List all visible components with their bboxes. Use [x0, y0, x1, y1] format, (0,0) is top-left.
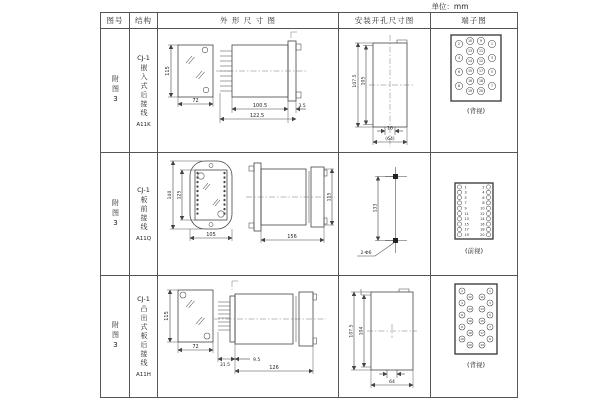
terminal-circles	[455, 37, 495, 94]
mount-label: 嵌入式后接线	[140, 63, 148, 118]
dim-label: 115	[164, 311, 170, 321]
dim-label: 31.5	[219, 363, 231, 368]
svg-text:8: 8	[457, 84, 461, 89]
svg-text:2: 2	[457, 42, 461, 47]
screw-hole-icon	[218, 211, 224, 217]
screw-hole-icon	[203, 87, 209, 93]
table-row-a11k	[101, 29, 518, 153]
screw-hole-icon	[204, 333, 210, 339]
dim-label: 2-Φ6	[360, 251, 372, 256]
model-label: CJ-1	[137, 295, 150, 303]
svg-text:20: 20	[468, 343, 472, 348]
dim-label: 126	[269, 365, 279, 371]
svg-text:18: 18	[468, 331, 472, 336]
view-caption: (前视)	[464, 247, 484, 255]
dim-label: 133	[373, 203, 379, 213]
dim-label: 3.5	[298, 104, 306, 109]
structure-cell	[130, 153, 158, 276]
svg-text:20: 20	[478, 89, 484, 94]
dim-label: 105	[206, 232, 216, 238]
svg-text:4: 4	[461, 301, 463, 306]
svg-text:13: 13	[467, 49, 473, 54]
svg-text:6: 6	[461, 313, 463, 318]
unit-label: 单位：mm	[431, 2, 469, 11]
dim-label: 107.5	[349, 324, 355, 338]
svg-text:11: 11	[464, 211, 469, 216]
dim-label: 9.5	[253, 358, 261, 363]
dim-label: 64	[389, 380, 395, 385]
svg-text:5: 5	[490, 70, 494, 75]
outline-drawing-a11q	[158, 153, 338, 275]
svg-text:11: 11	[478, 49, 484, 54]
structure-cell	[130, 276, 158, 398]
fig-no: 附图3	[111, 321, 120, 352]
dim-label: 72	[192, 344, 199, 350]
mount-hole-icon	[393, 174, 398, 179]
svg-text:5: 5	[489, 313, 491, 318]
svg-text:16: 16	[467, 79, 473, 84]
header-fig-no: 图号	[101, 13, 130, 29]
svg-text:18: 18	[480, 227, 485, 232]
svg-text:16: 16	[480, 222, 485, 227]
svg-text:14: 14	[468, 307, 472, 312]
svg-text:10: 10	[467, 39, 473, 44]
screw-hole-icon	[202, 47, 208, 53]
svg-text:15: 15	[480, 319, 484, 324]
header-terminal: 端子图	[431, 13, 518, 29]
terminal-drawing-a11k	[431, 29, 517, 152]
screw-hole-icon	[198, 173, 204, 179]
svg-text:4: 4	[482, 190, 485, 195]
fig-no-cell	[101, 29, 130, 153]
svg-text:9: 9	[489, 337, 491, 342]
svg-text:17: 17	[480, 331, 484, 336]
dim-label: 115	[165, 66, 171, 76]
dim-label: (64)	[385, 137, 395, 142]
svg-text:10: 10	[480, 206, 485, 211]
svg-text:8: 8	[461, 325, 463, 330]
svg-text:16: 16	[468, 319, 472, 324]
outline-cell	[158, 276, 339, 398]
install-drawing-a11k	[339, 29, 430, 152]
svg-text:11: 11	[480, 295, 484, 300]
svg-text:18: 18	[478, 79, 484, 84]
terminal-drawing-a11h	[431, 276, 517, 397]
svg-text:3: 3	[489, 301, 491, 306]
outline-drawing-a11k	[158, 29, 338, 152]
install-drawing-a11q	[339, 153, 430, 275]
dim-label: 107.5	[353, 74, 358, 88]
fig-no-cell	[101, 153, 130, 276]
svg-text:15: 15	[464, 222, 469, 227]
fig-no: 附图3	[111, 75, 120, 106]
structure-cell	[130, 29, 158, 153]
mount-hole-icon	[393, 238, 398, 243]
code-label: A11K	[136, 121, 151, 128]
terminal-circles	[459, 288, 493, 348]
svg-text:20: 20	[480, 233, 485, 237]
svg-text:3: 3	[490, 56, 494, 61]
header-install: 安装开孔尺寸图	[339, 13, 431, 29]
install-drawing-a11h	[339, 276, 430, 397]
terminal-cell	[431, 276, 518, 398]
view-caption: (背视)	[466, 107, 486, 115]
fig-no: 附图3	[111, 198, 120, 230]
svg-text:12: 12	[480, 211, 485, 216]
svg-text:9: 9	[464, 206, 467, 211]
install-cell	[339, 29, 431, 153]
dim-label: 156	[287, 234, 297, 240]
svg-text:8: 8	[482, 201, 485, 206]
dim-label: 140	[168, 190, 173, 200]
view-caption: (背视)	[466, 361, 486, 369]
svg-text:3: 3	[464, 190, 467, 195]
svg-text:1: 1	[490, 42, 494, 47]
dim-label: 115	[327, 192, 333, 202]
dimension-table	[100, 12, 518, 398]
svg-text:19: 19	[464, 233, 469, 237]
svg-text:14: 14	[480, 217, 485, 222]
outline-cell	[158, 29, 339, 153]
svg-text:4: 4	[457, 56, 461, 61]
dim-label: 105	[361, 76, 367, 86]
dim-label: 104	[359, 326, 365, 336]
svg-text:10: 10	[460, 337, 464, 342]
svg-text:12: 12	[478, 59, 484, 64]
terminal-cell	[431, 153, 518, 276]
code-label: A11H	[136, 372, 151, 378]
header-structure: 结构	[130, 13, 158, 29]
dim-label: 100.5	[252, 103, 268, 109]
table-row-a11h	[101, 276, 518, 398]
svg-text:7: 7	[464, 201, 467, 206]
svg-text:17: 17	[464, 227, 469, 232]
svg-text:13: 13	[480, 307, 484, 312]
svg-text:1: 1	[489, 289, 491, 294]
svg-text:9: 9	[479, 39, 483, 44]
terminal-cell	[431, 29, 518, 153]
terminal-circles	[457, 185, 490, 237]
header-row	[101, 13, 518, 29]
svg-text:14: 14	[467, 59, 473, 64]
svg-text:5: 5	[464, 195, 467, 200]
model-label: CJ-1	[137, 186, 150, 194]
install-cell	[339, 276, 431, 398]
screw-hole-icon	[180, 292, 186, 298]
mount-label: 凸出式板后接线	[140, 305, 148, 368]
svg-text:13: 13	[464, 217, 469, 222]
svg-text:7: 7	[489, 325, 491, 330]
outline-drawing-a11h	[158, 276, 338, 397]
svg-text:1: 1	[464, 185, 467, 190]
fig-no-cell	[101, 276, 130, 398]
install-cell	[339, 153, 431, 276]
svg-text:7: 7	[490, 84, 494, 89]
dim-label: 125	[177, 190, 183, 200]
code-label: A11Q	[135, 236, 152, 242]
svg-text:15: 15	[467, 69, 473, 74]
dim-label: 72	[192, 98, 199, 104]
svg-text:19: 19	[480, 343, 484, 348]
svg-text:12: 12	[468, 295, 472, 300]
svg-text:17: 17	[478, 69, 484, 74]
outline-cell	[158, 153, 339, 276]
svg-text:19: 19	[467, 89, 473, 94]
table-row-a11q	[101, 153, 518, 276]
svg-text:2: 2	[482, 185, 485, 190]
mount-label: 板前接线	[140, 196, 148, 232]
dim-label: 122.5	[249, 113, 265, 119]
header-outline: 外 形 尺 寸 图	[158, 13, 339, 29]
terminal-drawing-a11q	[431, 153, 517, 275]
dim-label: 16	[387, 126, 393, 132]
svg-text:2: 2	[461, 289, 463, 294]
model-label: CJ-1	[137, 53, 150, 62]
svg-text:6: 6	[457, 70, 461, 75]
svg-text:6: 6	[482, 195, 485, 200]
